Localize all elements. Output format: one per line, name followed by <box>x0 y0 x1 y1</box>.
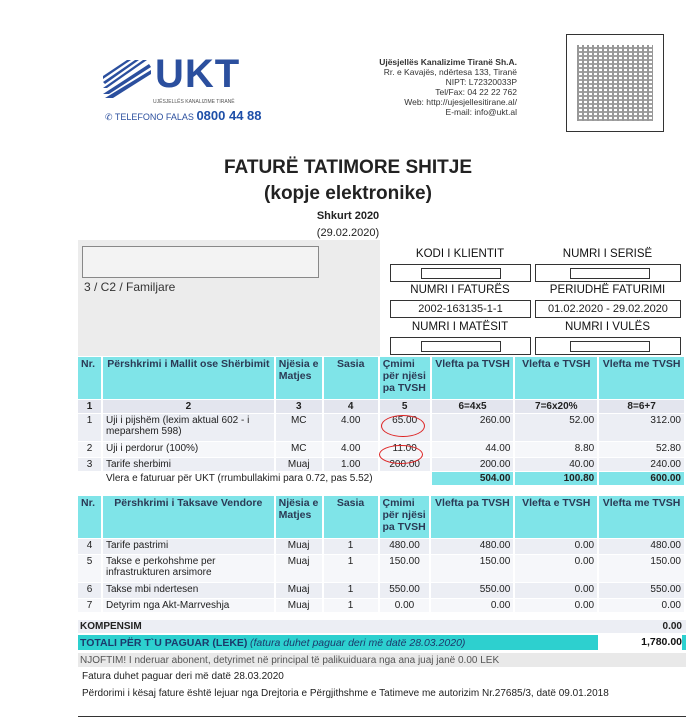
cell-vat: 0.00 <box>514 598 598 612</box>
cell-unit-price: 550.00 <box>379 582 431 598</box>
cell-value-excl: 550.00 <box>430 582 514 598</box>
billing-period: 01.02.2020 - 29.02.2020 <box>535 300 681 318</box>
compensation-label: KOMPENSIM <box>80 621 142 632</box>
seal-label: NUMRI I VULËS <box>565 321 650 333</box>
table-row <box>78 538 685 554</box>
col-vat: Vlefta e TVSH <box>514 496 598 538</box>
taxes-table <box>78 496 686 613</box>
numbering-cell: 7=6x20% <box>514 399 598 413</box>
cell-unit: Muaj <box>275 598 323 612</box>
numbering-cell: 2 <box>102 399 275 413</box>
col-quantity: Sasia <box>323 357 379 399</box>
cell-nr: 5 <box>78 554 102 582</box>
table-row <box>78 582 685 598</box>
cell-vat: 0.00 <box>514 538 598 554</box>
invoice-date: (29.02.2020) <box>316 227 380 239</box>
waves-icon <box>103 58 151 98</box>
cell-quantity: 1 <box>323 554 379 582</box>
cell-unit-price: 11.00 <box>379 441 431 457</box>
ukt-logo <box>103 52 262 128</box>
total-value: 1,780.00 <box>598 635 682 650</box>
col-value-incl: Vlefta me TVSH <box>598 357 685 399</box>
cell-nr: 1 <box>78 413 102 441</box>
qr-code <box>566 34 664 132</box>
subtotal-vat: 100.80 <box>514 471 598 485</box>
subtotal-value-excl: 504.00 <box>431 471 515 485</box>
cell-quantity: 1 <box>323 598 379 612</box>
cell-value-excl: 200.00 <box>431 457 515 471</box>
highlight-circle <box>381 415 425 437</box>
cell-unit-price: 150.00 <box>379 554 431 582</box>
cell-quantity: 1.00 <box>323 457 379 471</box>
highlight-circle <box>379 445 423 464</box>
cell-unit-price: 200.00 <box>379 457 431 471</box>
cell-unit: Muaj <box>275 538 323 554</box>
cell-value-incl: 52.80 <box>598 441 685 457</box>
document-subtitle: (kopje elektronike) <box>264 183 432 204</box>
logo-phone <box>105 108 262 123</box>
cell-value-excl: 480.00 <box>430 538 514 554</box>
cell-description: Takse e perkohshme per infrastrukturen arsimore <box>102 554 275 582</box>
divider <box>78 716 686 717</box>
col-unit: Njësia e Matjes <box>275 357 323 399</box>
numbering-cell: 6=4x5 <box>431 399 515 413</box>
subtotal-row <box>78 471 685 485</box>
numbering-row <box>78 399 685 413</box>
phone-label: TELEFONO FALAS <box>114 112 194 122</box>
customer-name-redacted <box>82 246 319 278</box>
company-web: Web: http://ujesjellesitirane.al/ <box>404 97 517 107</box>
col-vat: Vlefta e TVSH <box>514 357 598 399</box>
company-name: Ujësjellës Kanalizime Tiranë Sh.A. <box>379 57 517 67</box>
client-code-redacted <box>421 268 501 279</box>
company-address: Rr. e Kavajës, ndërtesa 133, Tiranë <box>383 67 517 77</box>
total-label: TOTALI PËR T`U PAGUAR (LEKE) <box>80 637 248 649</box>
numbering-cell: 5 <box>379 399 431 413</box>
invoice-number-label: NUMRI I FATURËS <box>410 284 510 296</box>
cell-description: Tarife pastrimi <box>102 538 275 554</box>
cell-quantity: 4.00 <box>323 441 379 457</box>
cell-unit-price: 480.00 <box>379 538 431 554</box>
cell-description: Takse mbi ndertesen <box>102 582 275 598</box>
col-description: Përshkrimi i Mallit ose Shërbimit <box>102 357 275 399</box>
serial-label: NUMRI I SERISË <box>562 248 653 260</box>
cell-description: Tarife sherbimi <box>102 457 275 471</box>
total-due-note: (fatura duhet paguar deri më datë 28.03.2020) <box>250 637 466 649</box>
subtotal-value-incl: 600.00 <box>598 471 685 485</box>
customer-category: 3 / C2 / Familjare <box>84 280 176 294</box>
compensation-row <box>78 620 686 633</box>
col-unit-price: Çmimi për njësi pa TVSH <box>379 357 431 399</box>
col-value-incl: Vlefta me TVSH <box>598 496 685 538</box>
document-title: FATURË TATIMORE SHITJE <box>223 157 473 178</box>
col-quantity: Sasia <box>323 496 379 538</box>
numbering-cell: 4 <box>323 399 379 413</box>
cell-vat: 40.00 <box>514 457 598 471</box>
meter-field <box>390 337 531 355</box>
cell-value-excl: 260.00 <box>431 413 515 441</box>
cell-nr: 4 <box>78 538 102 554</box>
col-nr: Nr. <box>78 496 102 538</box>
cell-quantity: 4.00 <box>323 413 379 441</box>
cell-value-incl: 312.00 <box>598 413 685 441</box>
notice-bar <box>78 653 686 667</box>
cell-quantity: 1 <box>323 582 379 598</box>
numbering-cell: 1 <box>78 399 102 413</box>
serial-redacted <box>570 268 650 279</box>
customer-box <box>78 240 380 356</box>
cell-vat: 8.80 <box>514 441 598 457</box>
cell-value-excl: 150.00 <box>430 554 514 582</box>
cell-vat: 0.00 <box>514 582 598 598</box>
cell-value-excl: 0.00 <box>430 598 514 612</box>
cell-value-incl: 240.00 <box>598 457 685 471</box>
cell-unit: MC <box>275 441 323 457</box>
cell-value-incl: 0.00 <box>598 598 685 612</box>
cell-vat: 0.00 <box>514 554 598 582</box>
cell-value-incl: 550.00 <box>598 582 685 598</box>
notice-text: NJOFTIM! I nderuar abonent, detyrimet në principal të palikuiduara nga ana juaj janë 0.00 LEK <box>80 655 500 666</box>
total-row <box>78 635 686 650</box>
cell-quantity: 1 <box>323 538 379 554</box>
company-info <box>379 57 517 117</box>
company-email: E-mail: info@ukt.al <box>445 107 517 117</box>
invoice-number: 2002-163135-1-1 <box>390 300 531 318</box>
phone-number: 0800 44 88 <box>196 108 262 123</box>
table-row <box>78 598 685 612</box>
serial-field <box>535 264 681 282</box>
logo-subtitle: UJËSJELLËS KANALIZIME TIRANË <box>153 99 235 105</box>
authorization-text: Përdorimi i kësaj fature është lejuar nga Drejtoria e Përgjithshme e Tatimeve me autorizim Nr.27685/3, datë 09.01.2018 <box>82 688 609 699</box>
cell-unit: Muaj <box>275 554 323 582</box>
company-phone: Tel/Fax: 04 22 22 762 <box>435 87 517 97</box>
cell-unit: Muaj <box>275 582 323 598</box>
numbering-cell: 8=6+7 <box>598 399 685 413</box>
services-header <box>78 357 685 399</box>
table-row <box>78 554 685 582</box>
col-value-excl: Vlefta pa TVSH <box>431 357 515 399</box>
cell-value-incl: 480.00 <box>598 538 685 554</box>
cell-value-excl: 44.00 <box>431 441 515 457</box>
taxes-header <box>78 496 685 538</box>
subtotal-label: Vlera e faturuar për UKT (rrumbullakimi para 0.72, pas 5.52) <box>102 471 431 485</box>
meter-label: NUMRI I MATËSIT <box>411 321 509 333</box>
col-nr: Nr. <box>78 357 102 399</box>
cell-vat: 52.00 <box>514 413 598 441</box>
cell-nr: 6 <box>78 582 102 598</box>
meter-redacted <box>421 341 501 352</box>
company-nipt: NIPT: L72320033P <box>445 77 517 87</box>
cell-description: Detyrim nga Akt-Marrveshja <box>102 598 275 612</box>
period-name: Shkurt 2020 <box>316 210 380 222</box>
col-unit: Njësia e Matjes <box>275 496 323 538</box>
numbering-cell: 3 <box>275 399 323 413</box>
seal-redacted <box>570 341 650 352</box>
due-date-text: Fatura duhet paguar deri më datë 28.03.2020 <box>82 671 284 682</box>
phone-icon: ✆ <box>105 112 113 122</box>
cell-description: Uji i pijshëm (lexim aktual 602 - i meparshem 598) <box>102 413 275 441</box>
col-value-excl: Vlefta pa TVSH <box>430 496 514 538</box>
cell-value-incl: 150.00 <box>598 554 685 582</box>
col-description: Përshkrimi i Taksave Vendore <box>102 496 275 538</box>
seal-field <box>535 337 681 355</box>
cell-nr: 7 <box>78 598 102 612</box>
cell-unit: MC <box>275 413 323 441</box>
col-unit-price: Çmimi për njësi pa TVSH <box>379 496 431 538</box>
cell-nr: 3 <box>78 457 102 471</box>
client-code-field <box>390 264 531 282</box>
logo-brand: UKT <box>155 52 241 96</box>
cell-unit: Muaj <box>275 457 323 471</box>
client-code-label: KODI I KLIENTIT <box>415 248 505 260</box>
cell-unit-price: 65.00 <box>379 413 431 441</box>
cell-description: Uji i perdorur (100%) <box>102 441 275 457</box>
cell-unit-price: 0.00 <box>379 598 431 612</box>
compensation-value: 0.00 <box>662 621 682 632</box>
billing-period-label: PERIUDHË FATURIMI <box>549 284 666 296</box>
cell-nr: 2 <box>78 441 102 457</box>
